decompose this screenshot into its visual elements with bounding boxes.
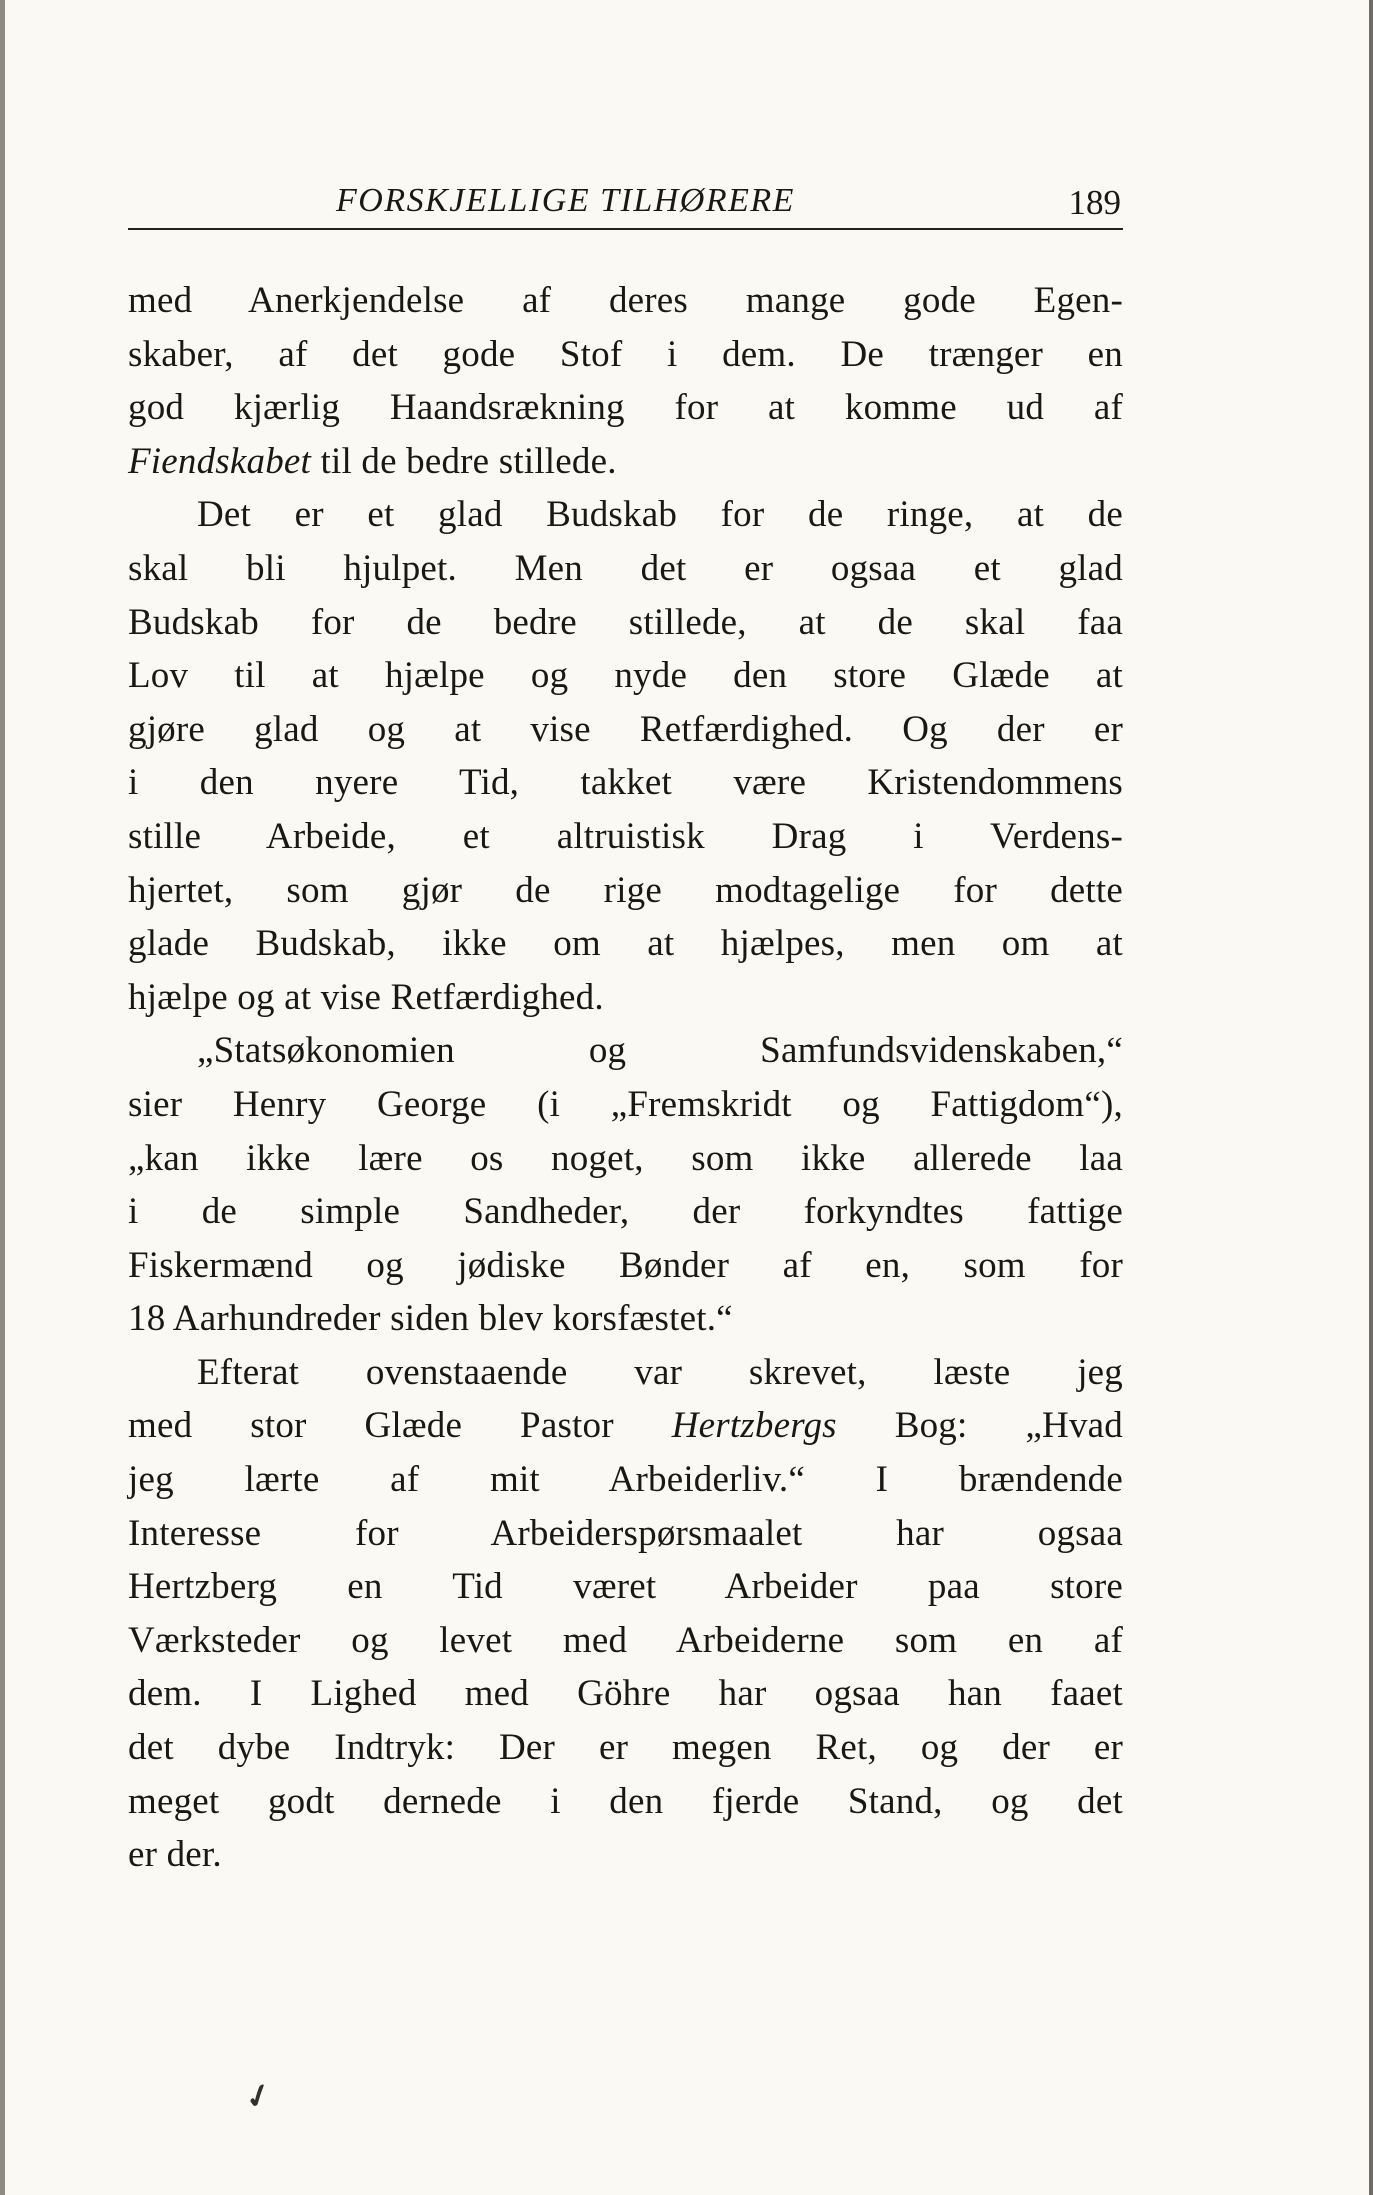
text-line: god kjærlig Haandsrækning for at komme ud af: [128, 387, 1123, 429]
paragraph-first-line: „Statsøkonomien og Samfundsvidenskaben,“: [197, 1030, 1123, 1072]
running-header: [128, 178, 1123, 230]
text-line: 18 Aarhundreder siden blev korsfæstet.“: [128, 1298, 733, 1340]
page-left-edge: [0, 0, 5, 2195]
paragraph-first-line: Efterat ovenstaaende var skrevet, læste jeg: [197, 1351, 1123, 1393]
text-line: med stor Glæde Pastor Hertzbergs Bog: „Hvad: [128, 1405, 1123, 1447]
page-right-edge: [1369, 0, 1373, 2195]
text-line: gjøre glad og at vise Retfærdighed. Og der er: [128, 708, 1123, 750]
text-line: Fiskermænd og jødiske Bønder af en, som for: [128, 1244, 1123, 1286]
text-line: dem. I Lighed med Göhre har ogsaa han faaet: [128, 1673, 1123, 1715]
text-line: hjertet, som gjør de rige modtagelige for dette: [128, 869, 1123, 911]
body-text: [128, 274, 1123, 1882]
text-line: glade Budskab, ikke om at hjælpes, men om at: [128, 923, 1123, 965]
text-line: skal bli hjulpet. Men det er ogsaa et glad: [128, 547, 1123, 589]
text-line: skaber, af det gode Stof i dem. De trænger en: [128, 333, 1123, 375]
header-rule: [128, 228, 1123, 230]
text-line: med Anerkjendelse af deres mange gode Egen-: [128, 280, 1123, 321]
text-line: sier Henry George (i „Fremskridt og Fattigdom“),: [128, 1083, 1123, 1125]
text-line: Budskab for de bedre stillede, at de skal faa: [128, 601, 1123, 643]
running-title: FORSKJELLIGE TILHØRERE: [336, 182, 795, 219]
text-line: meget godt dernede i den fjerde Stand, og det: [128, 1780, 1123, 1822]
text-line: stille Arbeide, et altruistisk Drag i Verdens-: [128, 815, 1123, 857]
text-line: „kan ikke lære os noget, som ikke allerede laa: [128, 1137, 1123, 1179]
text-line: det dybe Indtryk: Der er megen Ret, og der er: [128, 1727, 1123, 1769]
italic-term: Hertzbergs: [671, 1405, 837, 1447]
paragraph-first-line: Det er et glad Budskab for de ringe, at de: [197, 494, 1123, 536]
text-line: Værksteder og levet med Arbeiderne som en af: [128, 1619, 1123, 1661]
italic-term: Fiendskabet: [128, 440, 312, 482]
text-line: Lov til at hjælpe og nyde den store Glæde at: [128, 655, 1123, 697]
text-line: jeg lærte af mit Arbeiderliv.“ I brændende: [128, 1459, 1123, 1501]
text-line: er der.: [128, 1834, 222, 1876]
text-line: Interesse for Arbeiderspørsmaalet har ogsaa: [128, 1512, 1123, 1554]
page-number: 189: [1068, 183, 1121, 222]
pencil-mark-icon: ✓: [240, 2074, 277, 2118]
text-line: i de simple Sandheder, der forkyndtes fattige: [128, 1191, 1123, 1233]
text-line: hjælpe og at vise Retfærdighed.: [128, 976, 604, 1018]
text-line: i den nyere Tid, takket være Kristendommens: [128, 762, 1123, 804]
text-line: Fiendskabet til de bedre stillede.: [128, 440, 617, 482]
text-line: Hertzberg en Tid været Arbeider paa store: [128, 1566, 1123, 1608]
